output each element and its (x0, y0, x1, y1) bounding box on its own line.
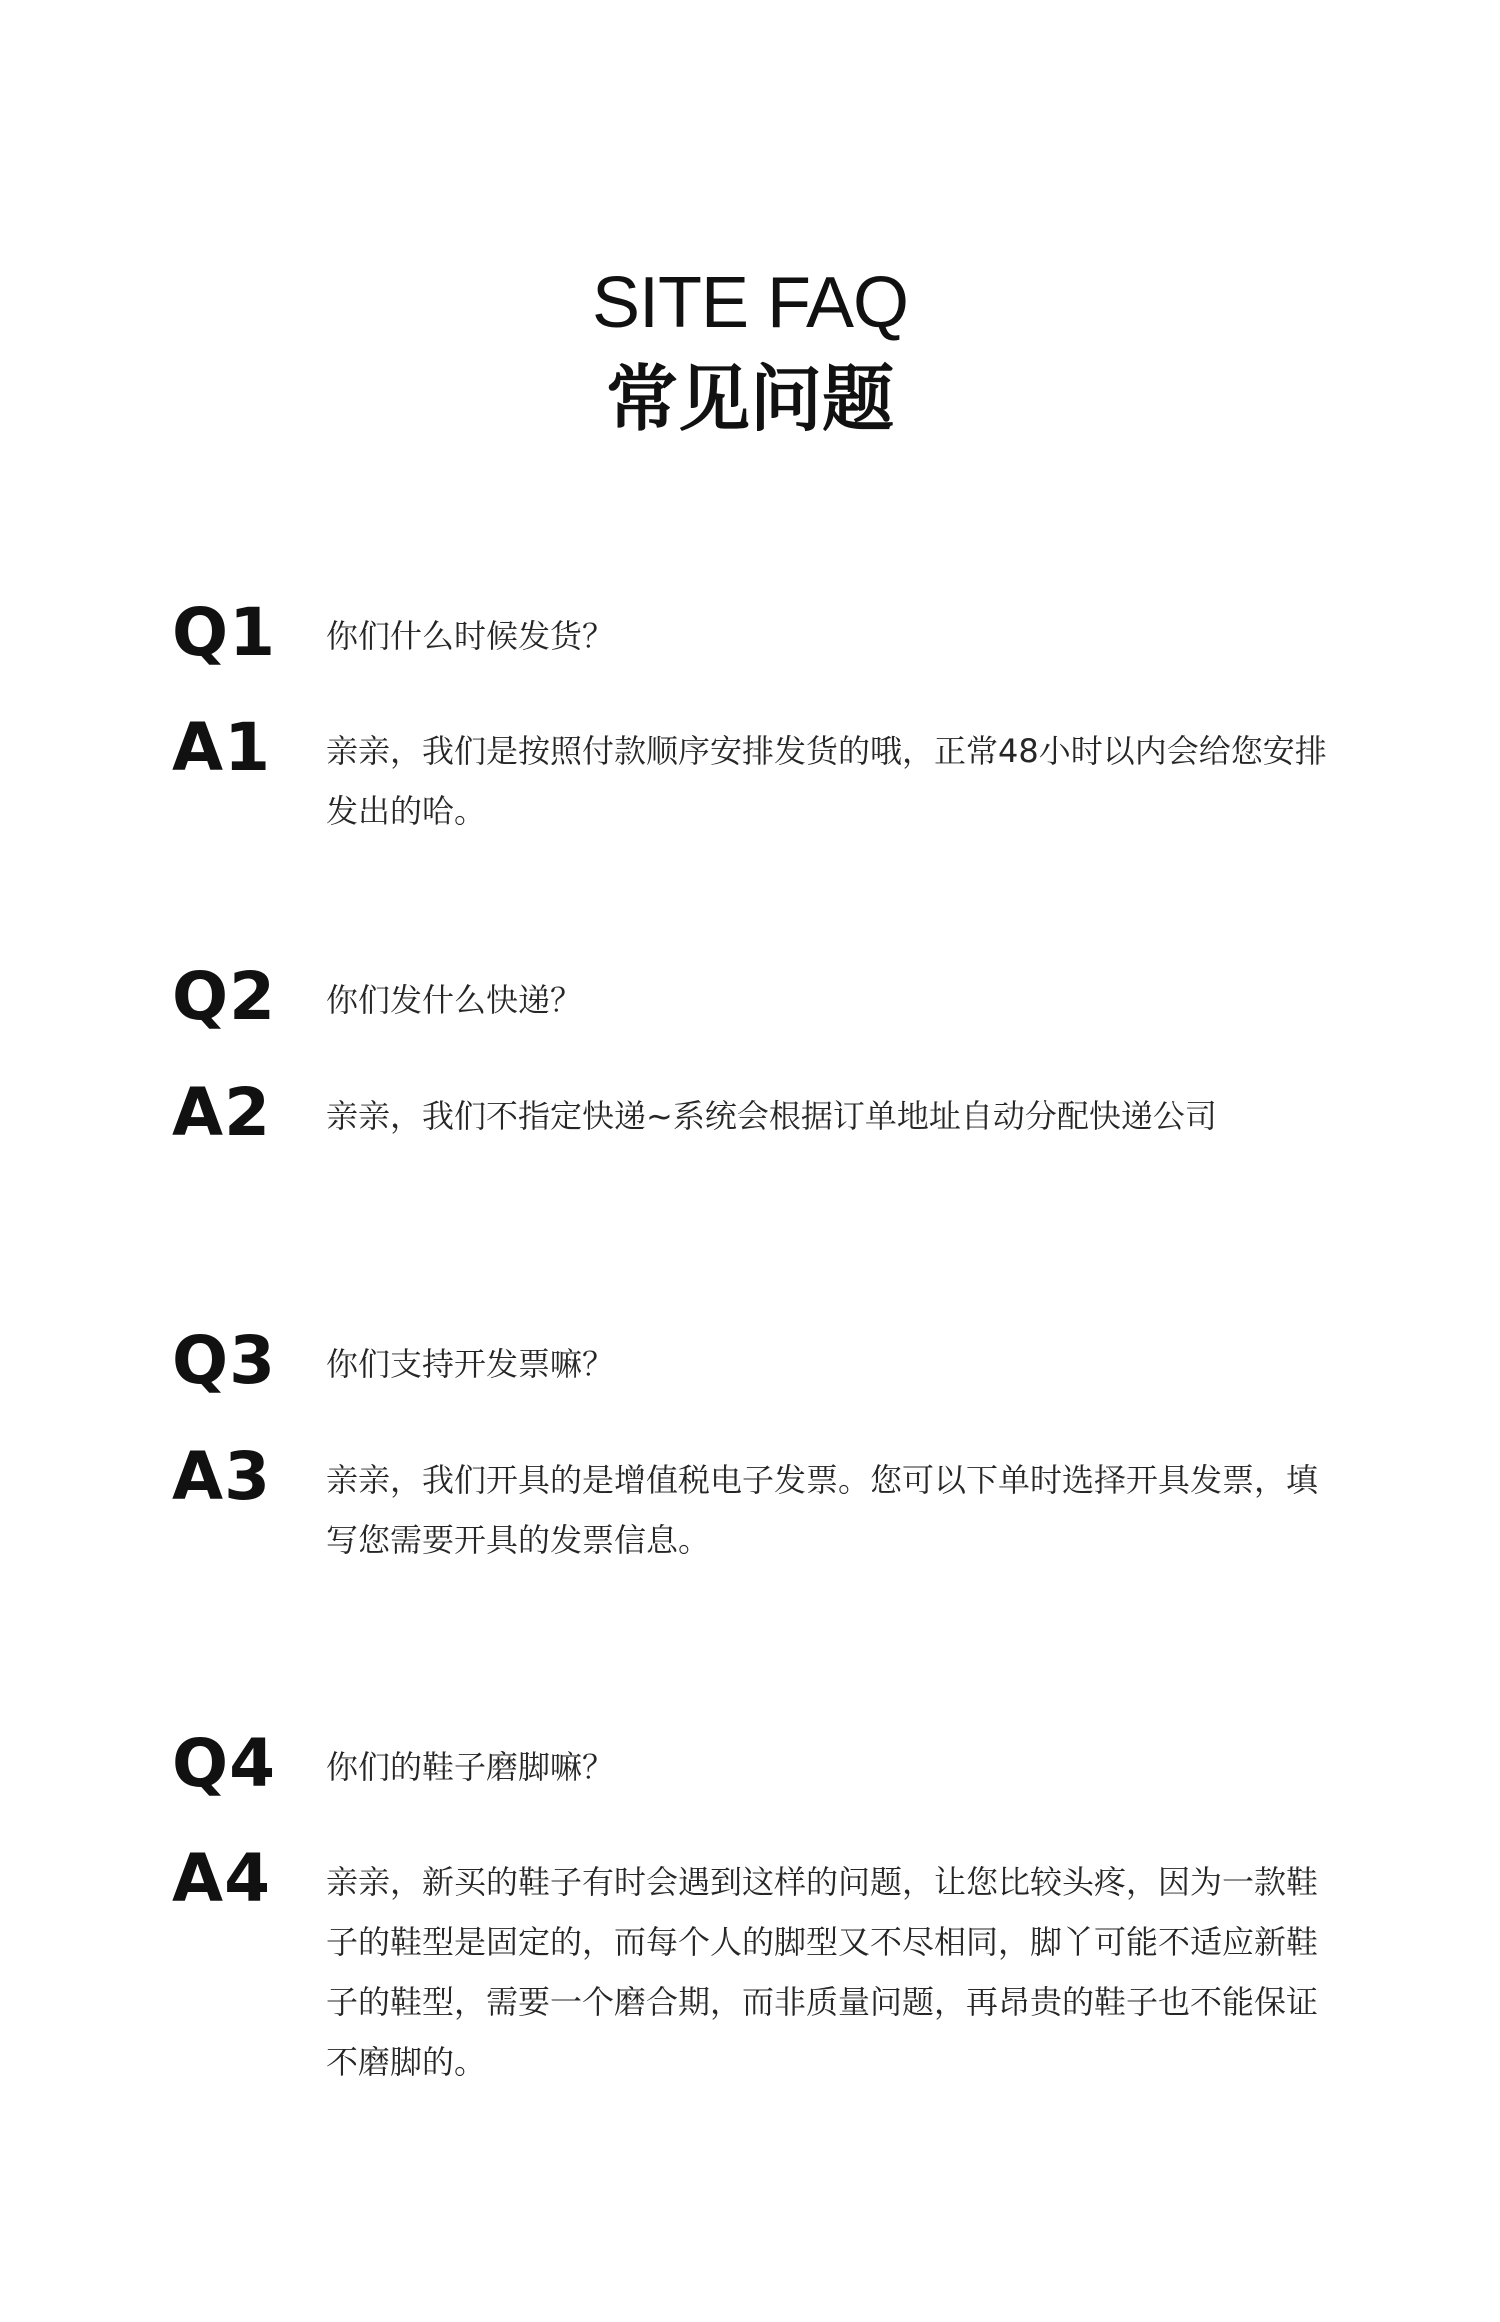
answer-text: 亲亲，新买的鞋子有时会遇到这样的问题，让您比较头疼，因为一款鞋子的鞋型是固定的，而每个人的脚型又不尽相同，脚丫可能不适应新鞋子的鞋型，需要一个磨合期，而非质量问题，再昂贵的鞋子也不能保证不磨脚的。 (326, 1863, 1319, 2081)
question-text: 你们支持开发票嘛？ (326, 1345, 615, 1383)
question-text: 你们什么时候发货？ (326, 617, 615, 655)
question-text: 你们发什么快递？ (326, 981, 583, 1019)
faq-header (0, 258, 1500, 444)
answer-label: A3 (172, 1438, 272, 1515)
question-label: Q2 (172, 958, 277, 1035)
answer-label: A2 (172, 1074, 272, 1151)
page-title-zh: 常见问题 (605, 357, 894, 441)
question-label: Q4 (172, 1725, 277, 1802)
answer-label: A1 (172, 709, 272, 786)
answer-text: 亲亲，我们是按照付款顺序安排发货的哦，正常48小时以内会给您安排发出的哈。 (326, 732, 1327, 830)
answer-label: A4 (172, 1840, 272, 1917)
question-label: Q1 (172, 594, 277, 671)
page-title-en: SITE FAQ (591, 263, 909, 343)
answer-text: 亲亲，我们不指定快递~系统会根据订单地址自动分配快递公司 (326, 1097, 1217, 1135)
answer-text: 亲亲，我们开具的是增值税电子发票。您可以下单时选择开具发票，填写您需要开具的发票信息。 (326, 1461, 1319, 1559)
question-label: Q3 (172, 1322, 277, 1399)
question-text: 你们的鞋子磨脚嘛？ (326, 1748, 615, 1786)
